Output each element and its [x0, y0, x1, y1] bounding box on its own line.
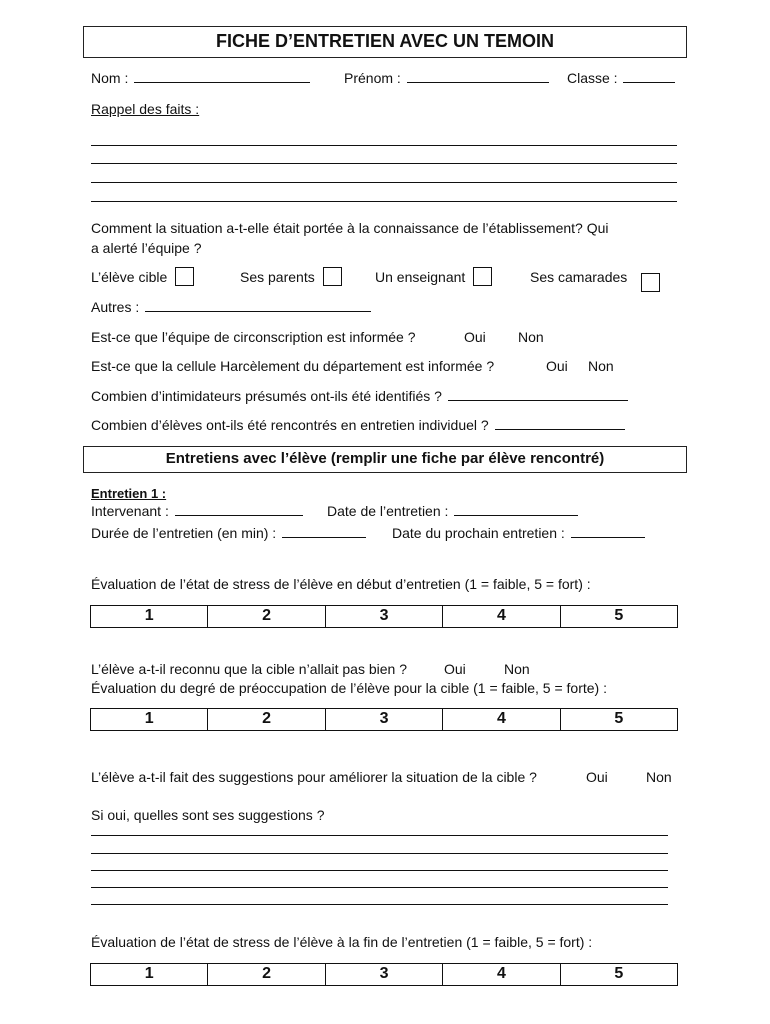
suggestions-line-4[interactable]	[91, 887, 668, 888]
date-entretien-label: Date de l’entretien :	[327, 503, 449, 519]
question-signalement-1: Comment la situation a-t-elle était portée à la connaissance de l’établissement? Qui	[91, 220, 609, 236]
eval-preoccupation-label: Évaluation du degré de préoccupation de l’élève pour la cible (1 = faible, 5 = forte) :	[91, 680, 607, 696]
eval-debut-label: Évaluation de l’état de stress de l’élève en début d’entretien (1 = faible, 5 = fort) :	[91, 576, 591, 592]
rappel-line-4[interactable]	[91, 201, 677, 202]
q-cellule-label: Est-ce que la cellule Harcèlement du département est informée ?	[91, 358, 495, 374]
q-suggestions-label: L’élève a-t-il fait des suggestions pour améliorer la situation de la cible ?	[91, 769, 537, 785]
question-signalement-2: a alerté l’équipe ?	[91, 240, 202, 256]
entretien-label: Entretien 1 :	[91, 486, 167, 501]
intervenant-field[interactable]	[175, 503, 303, 516]
scale-fin-3[interactable]: 3	[325, 964, 442, 985]
section-entretiens-title: Entretiens avec l’élève (remplir une fiche par élève rencontré)	[83, 446, 687, 473]
option-camarades-label: Ses camarades	[530, 269, 628, 285]
eval-fin-label: Évaluation de l’état de stress de l’élève à la fin de l’entretien (1 = faible, 5 = fort) :	[91, 934, 593, 950]
cellule-non[interactable]: Non	[588, 358, 614, 374]
scale-debut-3[interactable]: 3	[325, 606, 442, 627]
date-entretien-row	[327, 502, 578, 520]
date-entretien-field[interactable]	[454, 503, 578, 516]
classe-field[interactable]	[623, 70, 675, 83]
suggestions-line-3[interactable]	[91, 870, 668, 871]
scale-preoccupation-2[interactable]: 2	[207, 709, 324, 730]
scale-debut-4[interactable]: 4	[442, 606, 559, 627]
q-intimidateurs-label: Combien d’intimidateurs présumés ont-ils été identifiés ?	[91, 388, 442, 404]
scale-preoccupation	[90, 708, 678, 731]
rappel-line-3[interactable]	[91, 182, 677, 183]
prenom-field[interactable]	[407, 70, 549, 83]
autres-field[interactable]	[145, 299, 371, 312]
scale-preoccupation-4[interactable]: 4	[442, 709, 559, 730]
checkbox-eleve-cible[interactable]	[175, 267, 194, 286]
intervenant-label: Intervenant :	[91, 503, 169, 519]
autres-row	[91, 298, 371, 316]
option-parents-label: Ses parents	[240, 269, 315, 285]
suggestions-line-5[interactable]	[91, 904, 668, 905]
page-title: FICHE D’ENTRETIEN AVEC UN TEMOIN	[83, 26, 687, 58]
duree-label: Durée de l’entretien (en min) :	[91, 525, 277, 541]
suggestions-line-1[interactable]	[91, 835, 668, 836]
nom-label: Nom :	[91, 70, 129, 86]
option-enseignant-label: Un enseignant	[375, 269, 466, 285]
q-circonscription-label: Est-ce que l’équipe de circonscription est informée ?	[91, 329, 416, 345]
option-enseignant	[375, 268, 492, 288]
date-prochain-field[interactable]	[571, 525, 645, 538]
prenom-row	[344, 69, 549, 87]
scale-preoccupation-5[interactable]: 5	[560, 709, 677, 730]
scale-fin-4[interactable]: 4	[442, 964, 559, 985]
scale-preoccupation-1[interactable]: 1	[144, 710, 154, 727]
suggestions-oui[interactable]: Oui	[586, 769, 608, 785]
scale-fin-5[interactable]: 5	[560, 964, 677, 985]
q-reconnu-label: L’élève a-t-il reconnu que la cible n’allait pas bien ?	[91, 661, 407, 677]
reconnu-oui[interactable]: Oui	[444, 661, 466, 677]
scale-debut-5[interactable]: 5	[560, 606, 677, 627]
option-camarades	[530, 268, 660, 288]
prenom-label: Prénom :	[344, 70, 401, 86]
checkbox-camarades[interactable]	[641, 273, 660, 292]
rappel-line-2[interactable]	[91, 163, 677, 164]
rappel-line-1[interactable]	[91, 145, 677, 146]
scale-fin	[90, 963, 678, 986]
q-eleves-label: Combien d’élèves ont-ils été rencontrés en entretien individuel ?	[91, 417, 489, 433]
scale-debut	[90, 605, 678, 628]
suggestions-non[interactable]: Non	[646, 769, 672, 785]
si-oui-label: Si oui, quelles sont ses suggestions ?	[91, 807, 325, 823]
rappel-label: Rappel des faits :	[91, 101, 200, 117]
nom-row	[91, 69, 310, 87]
intervenant-row	[91, 502, 303, 520]
eleves-field[interactable]	[495, 417, 625, 430]
q-eleves-row	[91, 416, 625, 434]
scale-fin-1[interactable]: 1	[144, 965, 154, 982]
option-eleve-cible	[91, 268, 194, 288]
circonscription-oui[interactable]: Oui	[464, 329, 486, 345]
cellule-oui[interactable]: Oui	[546, 358, 568, 374]
intimidateurs-field[interactable]	[448, 388, 628, 401]
duree-field[interactable]	[282, 525, 366, 538]
q-circonscription-row	[91, 328, 416, 346]
option-eleve-cible-label: L’élève cible	[91, 269, 168, 285]
scale-debut-1[interactable]: 1	[144, 607, 154, 624]
scale-preoccupation-3[interactable]: 3	[325, 709, 442, 730]
suggestions-line-2[interactable]	[91, 853, 668, 854]
date-prochain-row	[392, 524, 645, 542]
checkbox-parents[interactable]	[323, 267, 342, 286]
option-parents	[240, 268, 342, 288]
date-prochain-label: Date du prochain entretien :	[392, 525, 565, 541]
scale-fin-2[interactable]: 2	[207, 964, 324, 985]
duree-row	[91, 524, 366, 542]
classe-label: Classe :	[567, 70, 618, 86]
autres-label: Autres :	[91, 299, 140, 315]
checkbox-enseignant[interactable]	[473, 267, 492, 286]
scale-debut-2[interactable]: 2	[207, 606, 324, 627]
circonscription-non[interactable]: Non	[518, 329, 544, 345]
nom-field[interactable]	[134, 70, 310, 83]
reconnu-non[interactable]: Non	[504, 661, 530, 677]
q-intimidateurs-row	[91, 387, 628, 405]
classe-row	[567, 69, 675, 87]
